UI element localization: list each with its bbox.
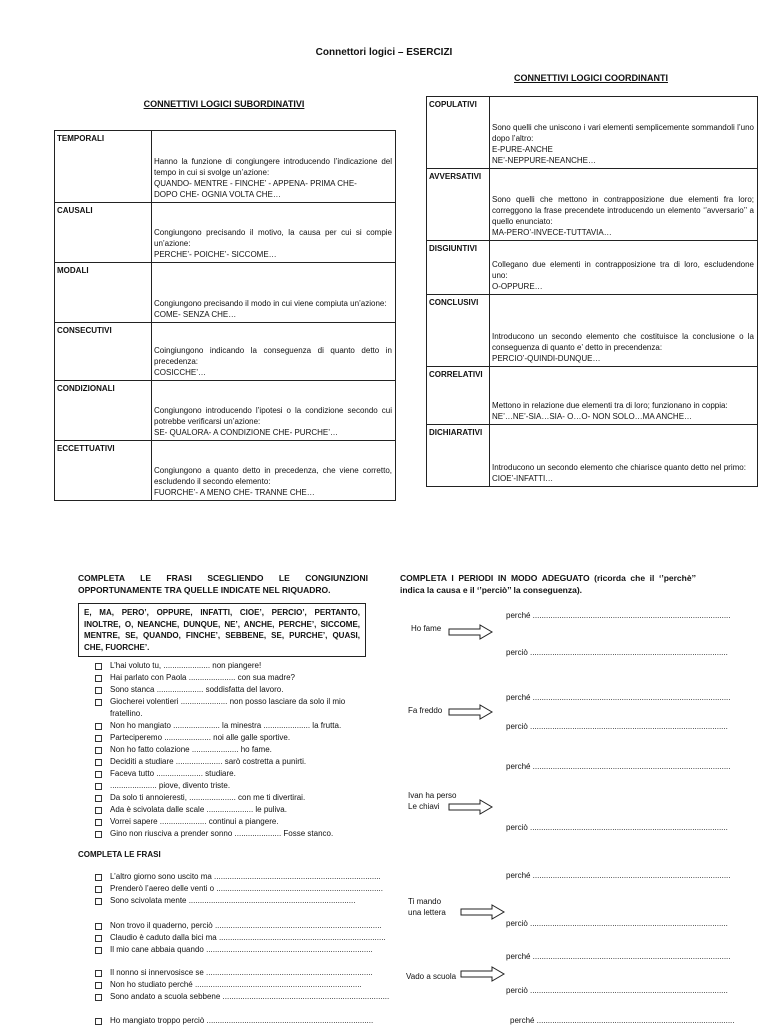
checkbox-icon[interactable] (95, 874, 102, 881)
list-item (78, 660, 378, 672)
prompt-label: Fa freddo (408, 706, 443, 715)
examples-text: E-PURE-ANCHE NE’-NEPPURE-NEANCHE… (492, 145, 597, 165)
arrow-right-icon (448, 624, 494, 640)
checkbox-icon[interactable] (95, 747, 102, 754)
item-text: Sono andato a scuola sebbene ........................................................................... (110, 992, 390, 1001)
description-text: Congiungono precisando il motivo, la causa per cui si compie un’azione: (154, 228, 392, 248)
category-cell: TEMPORALI (55, 131, 152, 203)
prompt-label: Ti mando una lettera (408, 897, 446, 917)
perche-line[interactable]: perché ......................................................................................... (506, 611, 731, 620)
category-cell: COPULATIVI (427, 97, 490, 169)
examples-text: SE- QUALORA- A CONDIZIONE CHE- PURCHE’… (154, 428, 339, 437)
examples-text: CIOE’-INFATTI… (492, 474, 554, 483)
percio-line[interactable]: perciò ......................................................................................... (506, 648, 728, 657)
item-text: ..................... piove, divento triste. (110, 781, 231, 790)
list-item (78, 696, 378, 720)
description-cell (152, 381, 396, 441)
perche-line[interactable]: perché ......................................................................................... (510, 1016, 735, 1025)
list-item (78, 883, 398, 895)
checkbox-icon[interactable] (95, 923, 102, 930)
description-cell (490, 295, 758, 367)
exercise3-instruction: COMPLETA I PERIODI IN MODO ADEGUATO (ricorda che il ‘’perchè’’ indica la causa e il ‘’perciò’’ la conseguenza). (400, 573, 696, 595)
list-item (78, 895, 398, 907)
examples-text: MA-PERO’-INVECE-TUTTAVIA… (492, 228, 612, 237)
list-item (78, 744, 378, 756)
description-text: Sono quelli che mettono in contrapposizione due elementi fra loro; correggono la frase precendete introducendo un elemento ‘’avversario’’ a quello enunciato: (492, 195, 754, 226)
prompt-label: Vado a scuola (406, 972, 457, 981)
checkbox-icon[interactable] (95, 898, 102, 905)
item-text: Non ho fatto colazione ..................... ho fame. (110, 745, 272, 754)
item-text: Ada è scivolata dalle scale ..................... le puliva. (110, 805, 287, 814)
item-text: Il nonno si innervosisce se ........................................................................... (110, 968, 373, 977)
exercise2-group4 (78, 1015, 398, 1027)
description-text: Introducono un secondo elemento che chiarisce quanto detto nel primo: (492, 463, 746, 472)
checkbox-icon[interactable] (95, 994, 102, 1001)
arrow-right-icon (460, 966, 506, 982)
perche-line[interactable]: perché ......................................................................................... (506, 693, 731, 702)
list-item (78, 991, 398, 1003)
table-row (55, 131, 396, 203)
list-item (78, 932, 398, 944)
list-item (78, 816, 378, 828)
checkbox-icon[interactable] (95, 947, 102, 954)
checkbox-icon[interactable] (95, 795, 102, 802)
exercise2-heading: COMPLETA LE FRASI (78, 850, 161, 859)
coordinanti-table (426, 96, 758, 487)
arrow-right-icon (448, 799, 494, 815)
checkbox-icon[interactable] (95, 783, 102, 790)
description-text: Mettono in relazione due elementi tra di loro; funzionano in coppia: (492, 401, 728, 410)
category-cell: AVVERSATIVI (427, 169, 490, 241)
description-cell (152, 263, 396, 323)
table-row (55, 323, 396, 381)
examples-text: COSICCHE’… (154, 368, 207, 377)
percio-line[interactable]: perciò ......................................................................................... (506, 722, 728, 731)
item-text: Non trovo il quaderno, perciò ........................................................................... (110, 921, 382, 930)
item-text: Parteciperemo ..................... noi alle galle sportive. (110, 733, 291, 742)
list-item (78, 792, 378, 804)
list-item (78, 979, 398, 991)
exercise1-list (78, 660, 378, 840)
exercise1-instruction: COMPLETA LE FRASI SCEGLIENDO LE CONGIUNZIONI OPPORTUNAMENTE TRA QUELLE INDICATE NEL RIQUADRO. (78, 573, 368, 595)
description-cell (490, 367, 758, 425)
item-text: Giocherei volentieri ..................... non posso lasciare da solo il mio fratellino. (110, 697, 346, 718)
percio-line[interactable]: perciò ......................................................................................... (506, 919, 728, 928)
table-row (427, 97, 758, 169)
category-cell: CORRELATIVI (427, 367, 490, 425)
checkbox-icon[interactable] (95, 759, 102, 766)
category-cell: DICHIARATIVI (427, 425, 490, 487)
table-row (55, 203, 396, 263)
description-cell (152, 131, 396, 203)
list-item (78, 804, 378, 816)
checkbox-icon[interactable] (95, 771, 102, 778)
examples-text: O-OPPURE… (492, 282, 543, 291)
list-item (78, 684, 378, 696)
checkbox-icon[interactable] (95, 982, 102, 989)
examples-text: COME- SENZA CHE… (154, 310, 237, 319)
list-item (78, 732, 378, 744)
checkbox-icon[interactable] (95, 819, 102, 826)
table-row (427, 367, 758, 425)
examples-text: PERCHE’- POICHE’- SICCOME… (154, 250, 277, 259)
description-cell (152, 441, 396, 501)
list-item (78, 944, 398, 956)
subordinativi-table (54, 130, 396, 501)
table-row (427, 241, 758, 295)
table-row (427, 295, 758, 367)
item-text: Gino non riusciva a prender sonno ..................... Fosse stanco. (110, 829, 334, 838)
item-text: Sono scivolata mente ........................................................................... (110, 896, 356, 905)
list-item (78, 756, 378, 768)
checkbox-icon[interactable] (95, 663, 102, 670)
item-text: Hai parlato con Paola ..................... con sua madre? (110, 673, 295, 682)
list-item (78, 720, 378, 732)
examples-text: PERCIO’-QUINDI-DUNQUE… (492, 354, 601, 363)
table-row (55, 381, 396, 441)
description-cell (152, 203, 396, 263)
exercise2-group1 (78, 871, 398, 907)
checkbox-icon[interactable] (95, 970, 102, 977)
examples-text: QUANDO- MENTRE - FINCHE’ - APPENA- PRIMA CHE- DOPO CHE- OGNIA VOLTA CHE… (154, 179, 357, 199)
item-text: Claudio è caduto dalla bici ma ........................................................................... (110, 933, 386, 942)
category-cell: DISGIUNTIVI (427, 241, 490, 295)
item-text: Prenderò l’aereo delle venti o ........................................................................... (110, 884, 383, 893)
item-text: Non ho mangiato ..................... la minestra ..................... la frutta. (110, 721, 342, 730)
description-text: Hanno la funzione di congiungere introducendo l’indicazione del tempo in cui si svolge un’azione: (154, 157, 392, 177)
table-row (427, 425, 758, 487)
category-cell: CONDIZIONALI (55, 381, 152, 441)
category-cell: CONSECUTIVI (55, 323, 152, 381)
perche-line[interactable]: perché ......................................................................................... (506, 952, 731, 961)
exercise2-group2 (78, 920, 398, 956)
description-cell (490, 169, 758, 241)
description-text: Collegano due elementi in contrapposizione tra di loro, escludendone uno: (492, 260, 754, 280)
description-text: Introducono un secondo elemento che costituisce la conclusione o la conseguenza di quanto e’ detto in precendenza: (492, 332, 754, 352)
examples-text: NE’…NE’-SIA…SIA- O…O- NON SOLO…MA ANCHE… (492, 412, 693, 421)
category-cell: MODALI (55, 263, 152, 323)
list-item (78, 828, 378, 840)
table-row (55, 441, 396, 501)
page-title: Connettori logici – ESERCIZI (315, 47, 453, 58)
description-text: Coingiungono indicando la conseguenza di quanto detto in precedenza: (154, 346, 392, 366)
coordinanti-heading: CONNETTIVI LOGICI COORDINANTI (514, 73, 668, 83)
description-cell (490, 97, 758, 169)
table-row (427, 169, 758, 241)
description-text: Congiungono a quanto detto in precedenza, che viene corretto, escludendo il secondo elemento: (154, 466, 392, 486)
list-item (78, 672, 378, 684)
checkbox-icon[interactable] (95, 723, 102, 730)
percio-line[interactable]: perciò ......................................................................................... (506, 823, 728, 832)
checkbox-icon[interactable] (95, 935, 102, 942)
description-cell (490, 425, 758, 487)
description-text: Congiungono introducendo l’ipotesi o la condizione secondo cui potrebbe verificarsi un’azione: (154, 406, 392, 426)
list-item (78, 967, 398, 979)
category-cell: CAUSALI (55, 203, 152, 263)
list-item (78, 871, 398, 883)
item-text: Deciditi a studiare ..................... sarò costretta a punirti. (110, 757, 307, 766)
item-text: L’hai voluto tu, ..................... non piangere! (110, 661, 262, 670)
subordinativi-heading: CONNETTIVI LOGICI SUBORDINATIVI (143, 99, 305, 109)
arrow-right-icon (460, 904, 506, 920)
percio-line[interactable]: perciò ......................................................................................... (506, 986, 728, 995)
checkbox-icon[interactable] (95, 687, 102, 694)
description-text: Sono quelli che uniscono i vari elementi semplicemente sommandoli l’uno dopo l’altro: (492, 123, 754, 143)
description-cell (152, 323, 396, 381)
exercise2-group3 (78, 967, 398, 1003)
item-text: L’altro giorno sono uscito ma ........................................................................... (110, 872, 381, 881)
category-cell: ECCETTUATIVI (55, 441, 152, 501)
conjunctions-box: E, MA, PERO’, OPPURE, INFATTI, CIOE’, PERCIO’, PERTANTO, INOLTRE, O, NEANCHE, DUNQUE, NE’, ANCHE, PERCHE’, SICCOME, MENTRE, SE, QUANDO, FINCHE’, SEBBENE, SE, PURCHE’, QUASI, CHE, FUORCHE’. (78, 603, 366, 657)
category-cell: CONCLUSIVI (427, 295, 490, 367)
description-cell (490, 241, 758, 295)
prompt-label: Ho fame (411, 624, 442, 633)
item-text: Il mio cane abbaia quando ........................................................................... (110, 945, 373, 954)
checkbox-icon[interactable] (95, 886, 102, 893)
item-text: Da solo ti annoieresti, ..................... con me ti divertirai. (110, 793, 306, 802)
item-text: Ho mangiato troppo perciò ........................................................................... (110, 1016, 374, 1025)
item-text: Faceva tutto ..................... studiare. (110, 769, 236, 778)
description-text: Congiungono precisando il modo in cui viene compiuta un’azione: (154, 299, 387, 308)
list-item (78, 920, 398, 932)
checkbox-icon[interactable] (95, 831, 102, 838)
arrow-right-icon (448, 704, 494, 720)
examples-text: FUORCHE’- A MENO CHE- TRANNE CHE… (154, 488, 315, 497)
list-item (78, 768, 378, 780)
table-row (55, 263, 396, 323)
perche-line[interactable]: perché ......................................................................................... (506, 871, 731, 880)
checkbox-icon[interactable] (95, 699, 102, 706)
checkbox-icon[interactable] (95, 735, 102, 742)
checkbox-icon[interactable] (95, 807, 102, 814)
list-item (78, 1015, 398, 1027)
list-item (78, 780, 378, 792)
prompt-label: Ivan ha perso Le chiavi (408, 791, 457, 811)
checkbox-icon[interactable] (95, 675, 102, 682)
item-text: Non ho studiato perché ........................................................................... (110, 980, 362, 989)
item-text: Vorrei sapere ..................... continui a piangere. (110, 817, 279, 826)
item-text: Sono stanca ..................... soddisfatta del lavoro. (110, 685, 284, 694)
perche-line[interactable]: perché ......................................................................................... (506, 762, 731, 771)
